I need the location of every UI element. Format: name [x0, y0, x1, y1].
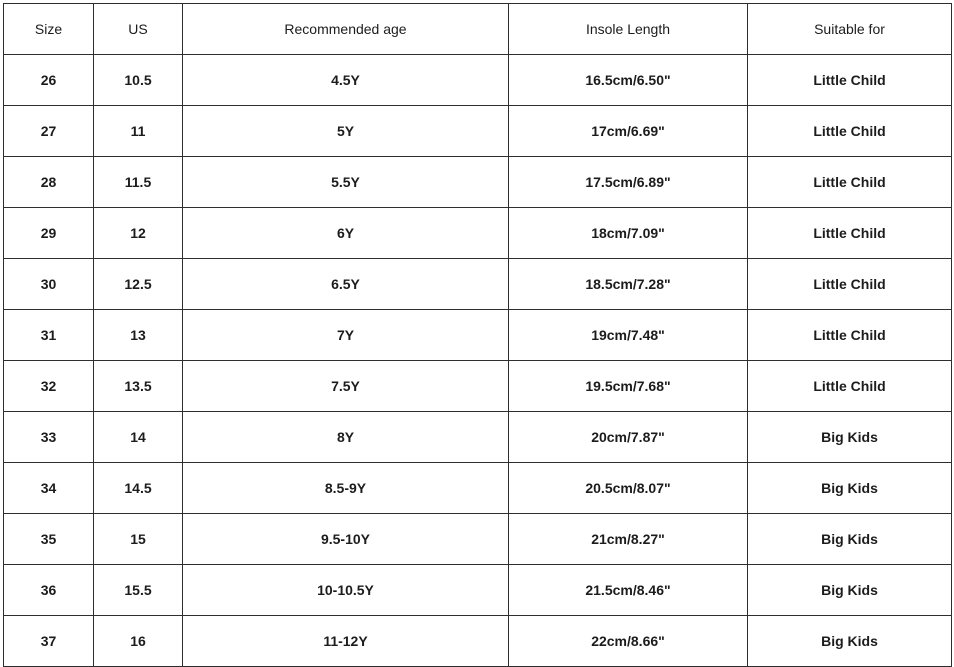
cell-insole-length: 20cm/7.87" [509, 412, 748, 463]
cell-recommended-age: 10-10.5Y [183, 565, 509, 616]
cell-recommended-age: 7Y [183, 310, 509, 361]
table-row [4, 259, 952, 310]
table-row [4, 208, 952, 259]
cell-size: 31 [4, 310, 94, 361]
cell-insole-length: 21.5cm/8.46" [509, 565, 748, 616]
cell-suitable-for: Big Kids [748, 463, 952, 514]
cell-us: 12.5 [94, 259, 183, 310]
table-row [4, 106, 952, 157]
cell-insole-length: 17cm/6.69" [509, 106, 748, 157]
cell-us: 10.5 [94, 55, 183, 106]
cell-size: 35 [4, 514, 94, 565]
cell-insole-length: 22cm/8.66" [509, 616, 748, 667]
cell-us: 12 [94, 208, 183, 259]
table-body [4, 55, 952, 667]
cell-us: 14.5 [94, 463, 183, 514]
cell-us: 15 [94, 514, 183, 565]
header-suitable-for: Suitable for [748, 4, 952, 55]
cell-size: 28 [4, 157, 94, 208]
header-recommended-age: Recommended age [183, 4, 509, 55]
cell-suitable-for: Little Child [748, 310, 952, 361]
cell-recommended-age: 7.5Y [183, 361, 509, 412]
cell-recommended-age: 5.5Y [183, 157, 509, 208]
cell-suitable-for: Big Kids [748, 616, 952, 667]
cell-insole-length: 20.5cm/8.07" [509, 463, 748, 514]
cell-recommended-age: 11-12Y [183, 616, 509, 667]
table-header [4, 4, 952, 55]
cell-size: 34 [4, 463, 94, 514]
cell-us: 11 [94, 106, 183, 157]
cell-suitable-for: Little Child [748, 157, 952, 208]
table-row [4, 616, 952, 667]
table-row [4, 55, 952, 106]
cell-insole-length: 21cm/8.27" [509, 514, 748, 565]
size-chart-table [3, 3, 952, 667]
table-row [4, 310, 952, 361]
cell-size: 30 [4, 259, 94, 310]
cell-suitable-for: Little Child [748, 208, 952, 259]
cell-size: 37 [4, 616, 94, 667]
header-insole-length: Insole Length [509, 4, 748, 55]
cell-suitable-for: Big Kids [748, 514, 952, 565]
table-row [4, 412, 952, 463]
header-us: US [94, 4, 183, 55]
table-row [4, 361, 952, 412]
cell-insole-length: 19cm/7.48" [509, 310, 748, 361]
cell-suitable-for: Little Child [748, 259, 952, 310]
cell-suitable-for: Big Kids [748, 565, 952, 616]
table-row [4, 514, 952, 565]
cell-size: 32 [4, 361, 94, 412]
cell-size: 33 [4, 412, 94, 463]
cell-suitable-for: Little Child [748, 361, 952, 412]
cell-insole-length: 18cm/7.09" [509, 208, 748, 259]
cell-us: 11.5 [94, 157, 183, 208]
cell-us: 15.5 [94, 565, 183, 616]
cell-us: 14 [94, 412, 183, 463]
cell-recommended-age: 4.5Y [183, 55, 509, 106]
cell-suitable-for: Little Child [748, 106, 952, 157]
cell-size: 26 [4, 55, 94, 106]
cell-size: 27 [4, 106, 94, 157]
cell-suitable-for: Big Kids [748, 412, 952, 463]
cell-recommended-age: 8Y [183, 412, 509, 463]
cell-us: 13.5 [94, 361, 183, 412]
table-row [4, 463, 952, 514]
cell-insole-length: 17.5cm/6.89" [509, 157, 748, 208]
table-row [4, 565, 952, 616]
cell-us: 16 [94, 616, 183, 667]
cell-us: 13 [94, 310, 183, 361]
cell-recommended-age: 5Y [183, 106, 509, 157]
header-size: Size [4, 4, 94, 55]
cell-recommended-age: 8.5-9Y [183, 463, 509, 514]
cell-recommended-age: 6.5Y [183, 259, 509, 310]
cell-insole-length: 18.5cm/7.28" [509, 259, 748, 310]
cell-size: 36 [4, 565, 94, 616]
cell-recommended-age: 6Y [183, 208, 509, 259]
header-row [4, 4, 952, 55]
cell-recommended-age: 9.5-10Y [183, 514, 509, 565]
table-row [4, 157, 952, 208]
cell-insole-length: 16.5cm/6.50" [509, 55, 748, 106]
cell-insole-length: 19.5cm/7.68" [509, 361, 748, 412]
cell-suitable-for: Little Child [748, 55, 952, 106]
cell-size: 29 [4, 208, 94, 259]
